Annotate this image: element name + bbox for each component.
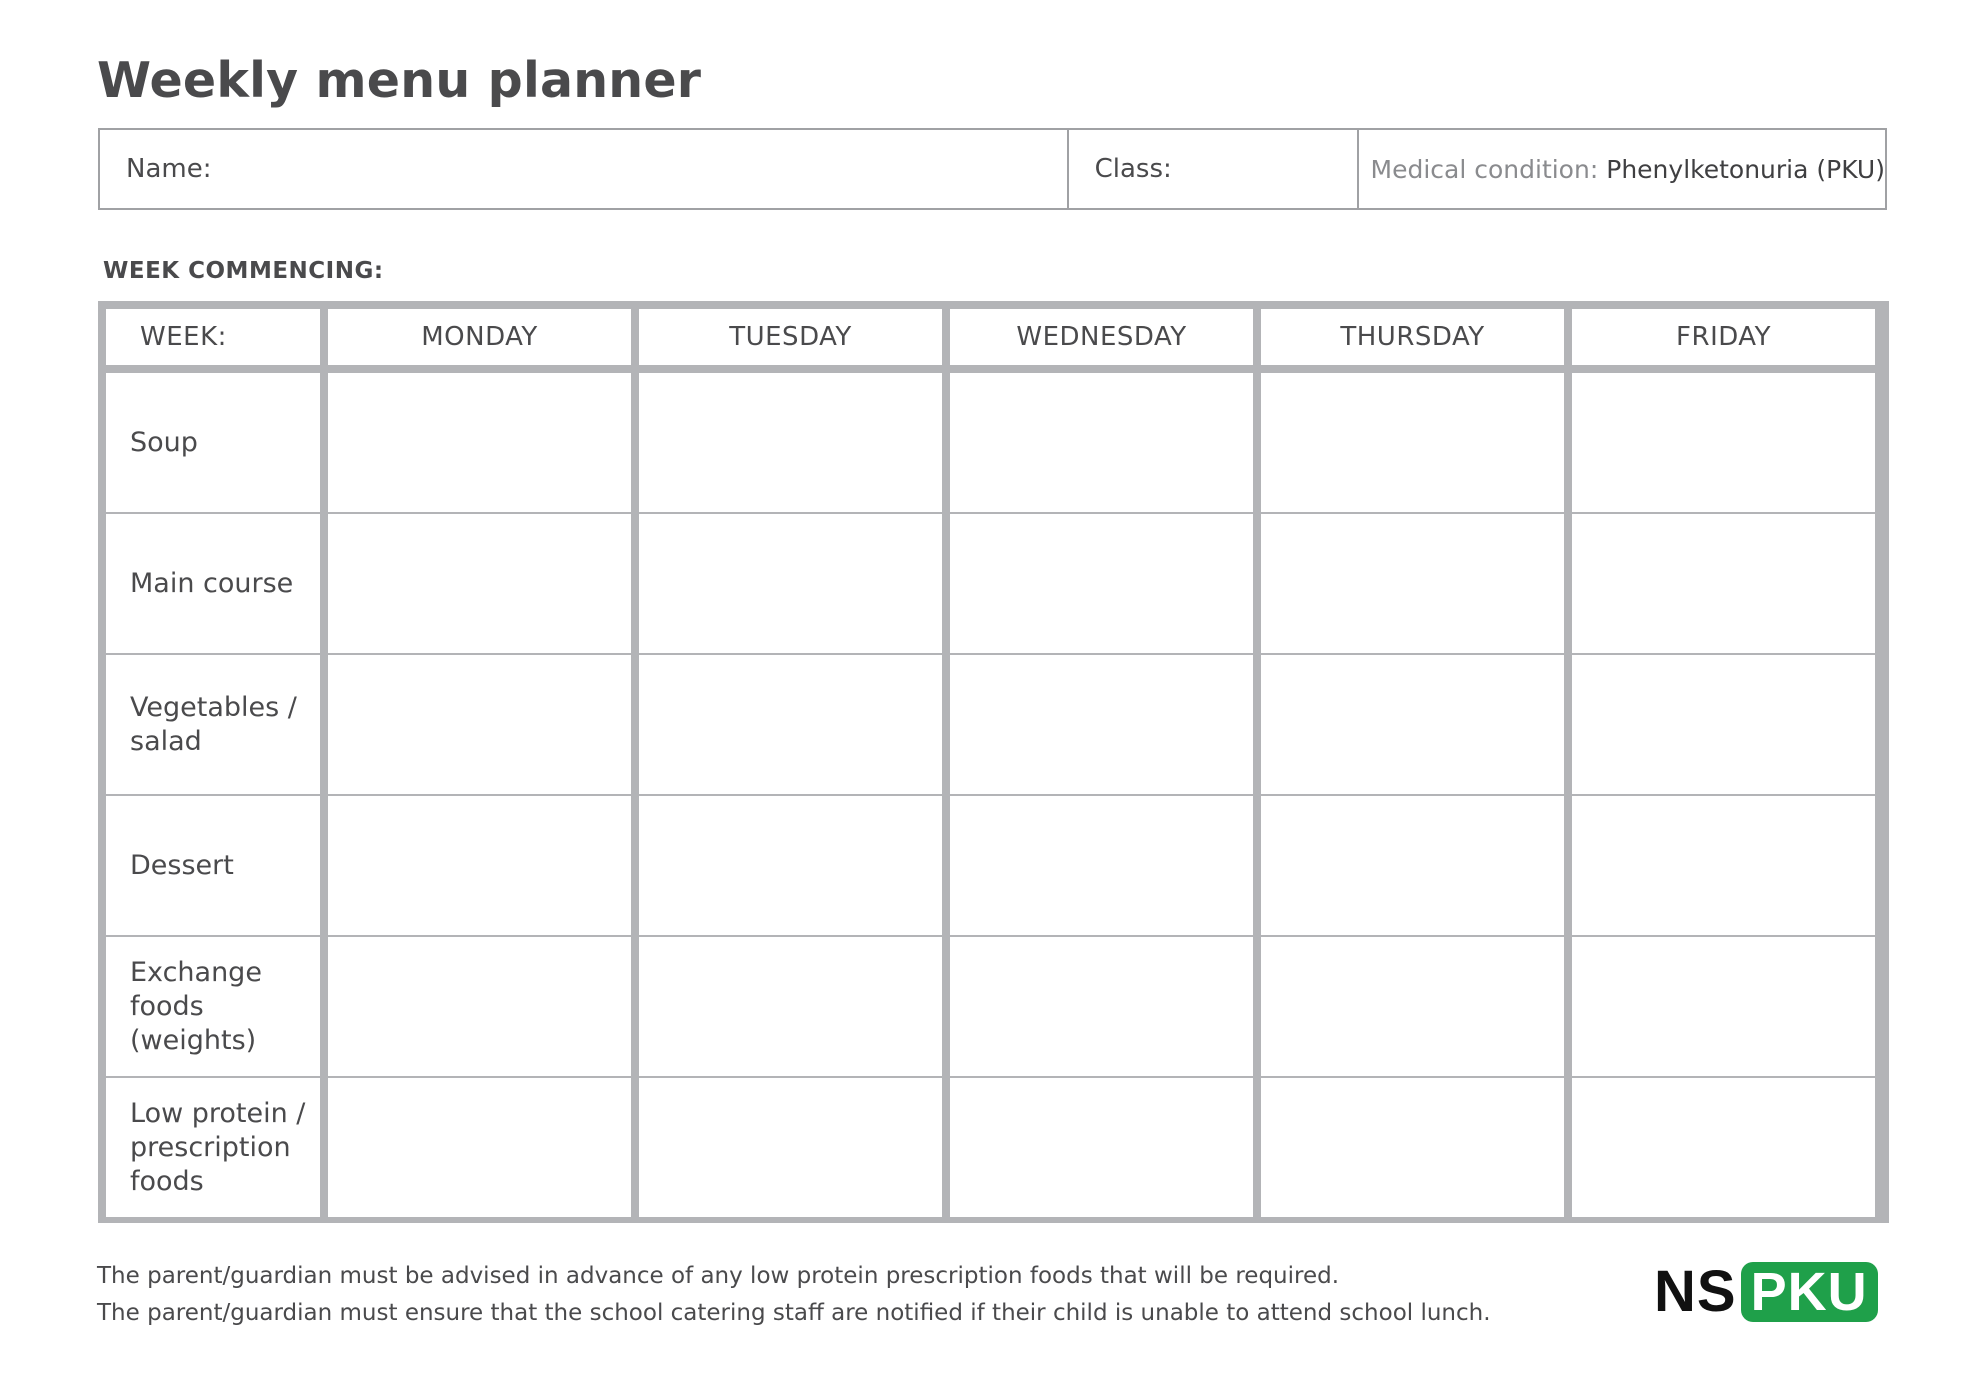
day-header-thursday: THURSDAY [1261, 309, 1564, 365]
menu-cell-low-protein-thursday[interactable] [1261, 1078, 1564, 1217]
week-header: WEEK: [106, 309, 320, 365]
menu-cell-main-course-monday[interactable] [328, 514, 631, 653]
menu-cell-low-protein-wednesday[interactable] [950, 1078, 1253, 1217]
menu-cell-soup-friday[interactable] [1572, 373, 1875, 512]
logo-text-pku: PKU [1741, 1262, 1878, 1322]
menu-cell-exchange-wednesday[interactable] [950, 937, 1253, 1076]
name-label: Name: [126, 154, 212, 184]
footer-note-advance: The parent/guardian must be advised in advance of any low protein prescription foods that will be required. [97, 1263, 1340, 1289]
menu-cell-exchange-thursday[interactable] [1261, 937, 1564, 1076]
row-label-dessert: Dessert [106, 796, 320, 935]
name-field[interactable] [100, 130, 1069, 208]
menu-cell-dessert-tuesday[interactable] [639, 796, 942, 935]
menu-cell-dessert-thursday[interactable] [1261, 796, 1564, 935]
menu-cell-vegetables-tuesday[interactable] [639, 655, 942, 794]
day-header-tuesday: TUESDAY [639, 309, 942, 365]
class-field[interactable] [1069, 130, 1359, 208]
row-label-low-protein-foods: Low protein / prescription foods [106, 1078, 320, 1217]
row-label-main-course: Main course [106, 514, 320, 653]
class-label: Class: [1094, 154, 1172, 184]
day-header-wednesday: WEDNESDAY [950, 309, 1253, 365]
menu-cell-main-course-thursday[interactable] [1261, 514, 1564, 653]
footer-note-catering: The parent/guardian must ensure that the school catering staff are notified if their child is unable to attend school lunch. [97, 1300, 1491, 1326]
menu-cell-exchange-tuesday[interactable] [639, 937, 942, 1076]
row-label-soup: Soup [106, 373, 320, 512]
menu-cell-low-protein-friday[interactable] [1572, 1078, 1875, 1217]
menu-cell-vegetables-wednesday[interactable] [950, 655, 1253, 794]
page-title: Weekly menu planner [97, 52, 702, 109]
menu-cell-vegetables-monday[interactable] [328, 655, 631, 794]
day-header-monday: MONDAY [328, 309, 631, 365]
footer-notes [97, 1258, 1491, 1332]
medical-condition-value: Phenylketonuria (PKU) [1606, 154, 1885, 184]
menu-cell-main-course-tuesday[interactable] [639, 514, 942, 653]
menu-cell-vegetables-thursday[interactable] [1261, 655, 1564, 794]
day-header-friday: FRIDAY [1572, 309, 1875, 365]
menu-cell-low-protein-monday[interactable] [328, 1078, 631, 1217]
menu-grid [98, 301, 1889, 1223]
menu-cell-soup-wednesday[interactable] [950, 373, 1253, 512]
menu-cell-soup-tuesday[interactable] [639, 373, 942, 512]
menu-cell-soup-monday[interactable] [328, 373, 631, 512]
week-commencing-label: WEEK COMMENCING: [103, 258, 384, 284]
menu-cell-low-protein-tuesday[interactable] [639, 1078, 942, 1217]
row-label-exchange-foods: Exchange foods (weights) [106, 937, 320, 1076]
menu-cell-dessert-friday[interactable] [1572, 796, 1875, 935]
menu-cell-main-course-friday[interactable] [1572, 514, 1875, 653]
menu-cell-main-course-wednesday[interactable] [950, 514, 1253, 653]
menu-cell-dessert-monday[interactable] [328, 796, 631, 935]
menu-cell-exchange-friday[interactable] [1572, 937, 1875, 1076]
row-label-vegetables-salad: Vegetables / salad [106, 655, 320, 794]
menu-cell-dessert-wednesday[interactable] [950, 796, 1253, 935]
nspku-logo [1654, 1259, 1878, 1324]
menu-cell-soup-thursday[interactable] [1261, 373, 1564, 512]
menu-cell-exchange-monday[interactable] [328, 937, 631, 1076]
medical-condition-field [1359, 130, 1885, 208]
logo-text-ns: NS [1654, 1259, 1737, 1324]
menu-cell-vegetables-friday[interactable] [1572, 655, 1875, 794]
medical-condition-label: Medical condition: [1370, 154, 1599, 184]
student-info-box [98, 128, 1887, 210]
